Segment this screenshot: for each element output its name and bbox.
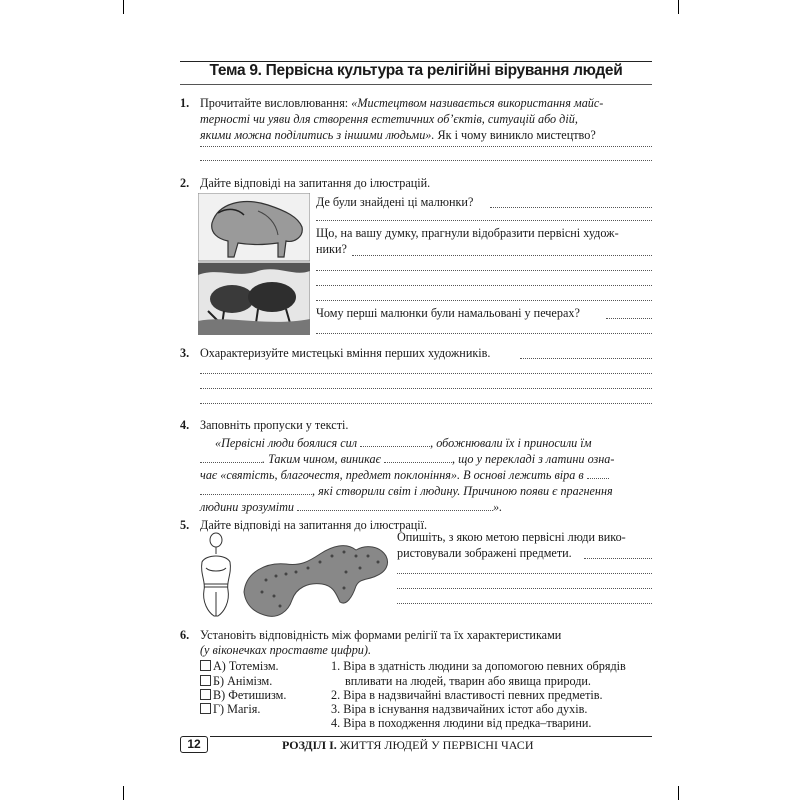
question-number: 3. [180, 346, 190, 360]
religion-form-a [200, 659, 279, 674]
fill-text: чає «святість, благочестя, предмет поклоніння». В основі лежить віра в [200, 468, 584, 482]
question-2b-text: Що, на вашу думку, прагнули відобразити первісні худож- [316, 226, 619, 240]
answer-checkbox[interactable] [200, 660, 211, 671]
religion-form-d [200, 702, 260, 717]
question-number: 1. [180, 96, 190, 110]
crop-mark [678, 786, 679, 800]
answer-checkbox[interactable] [200, 689, 211, 700]
question-1-quote-line [200, 128, 596, 143]
religion-form-b [200, 674, 272, 689]
question-2c-text: Чому перші малюнки були намальовані у печерах? [316, 306, 580, 320]
religion-def-1: 1. Віра в здатність людини за допомогою певних обрядів [331, 659, 626, 673]
answer-checkbox[interactable] [200, 675, 211, 686]
fill-text: ». [493, 500, 503, 514]
religion-def-2: 2. Віра в надзвичайні властивості певних предметів. [331, 688, 603, 702]
answer-line[interactable] [490, 205, 652, 208]
religion-def-1-cont: впливати на людей, тварин або явища природи. [345, 674, 591, 688]
answer-line[interactable] [584, 556, 652, 559]
answer-line[interactable] [397, 571, 652, 574]
footer-section [282, 738, 533, 753]
question-1-lead: Прочитайте висловлювання: [200, 96, 352, 110]
question-1-quote: «Мистецтвом називається використання майс- [351, 96, 604, 110]
answer-line[interactable] [316, 218, 652, 221]
fill-text: , які створили світ і людину. Причиною появи є прагнення [312, 484, 613, 498]
fill-text: , обожнювали їх і приносили їм [430, 436, 592, 450]
crop-mark [123, 786, 124, 800]
answer-line[interactable] [316, 283, 652, 286]
question-6-hint-text: (у віконечках проставте цифри). [200, 643, 371, 657]
cave-painting-illustration [198, 193, 310, 335]
fill-text: людини зрозуміти [200, 500, 298, 514]
religion-form-c [200, 688, 286, 703]
question-1-quote-line [200, 112, 578, 127]
fill-text: «Первісні люди боялися сил [215, 436, 361, 450]
answer-line[interactable] [200, 386, 652, 389]
answer-line[interactable] [200, 158, 652, 161]
question-number: 2. [180, 176, 190, 190]
question-5-prompt: Опишіть, з якою метою первісні люди вико- [397, 530, 626, 544]
fill-text-line [200, 500, 502, 515]
question-6-text: Установіть відповідність між формами релігії та їх характеристиками [200, 628, 562, 642]
question-4-text: Заповніть пропуски у тексті. [200, 418, 349, 432]
question-2a-text: Де були знайдені ці малюнки? [316, 195, 474, 209]
answer-line[interactable] [316, 268, 652, 271]
answer-line[interactable] [200, 144, 652, 147]
question-2b-text-cont: ники? [316, 242, 347, 256]
religion-def-3: 3. Віра в існування надзвичайних істот або духів. [331, 702, 588, 716]
religion-form-label: В) Фетишизм. [213, 688, 287, 702]
religion-form-label: А) Тотемізм. [213, 659, 279, 673]
question-6-hint [200, 643, 371, 658]
answer-line[interactable] [397, 586, 652, 589]
page-title: Тема 9. Первісна культура та релігійні вірування людей [209, 62, 623, 79]
fill-blank[interactable] [200, 485, 312, 495]
footer-section-title: ЖИТТЯ ЛЮДЕЙ У ПЕРВІСНІ ЧАСИ [336, 738, 534, 752]
religion-form-label: Г) Магія. [213, 702, 261, 716]
answer-line[interactable] [316, 331, 652, 334]
religion-form-label: Б) Анімізм. [213, 674, 273, 688]
fill-blank[interactable] [587, 469, 609, 479]
question-number: 5. [180, 518, 190, 532]
fill-text: , що у перекладі з латини озна- [451, 452, 615, 466]
fill-blank[interactable] [360, 437, 430, 447]
crop-mark [123, 0, 124, 14]
crop-mark [678, 0, 679, 14]
footer-rule [210, 736, 652, 737]
question-3-text: Охарактеризуйте мистецькі вміння перших художників. [200, 346, 491, 360]
fill-text-line [215, 436, 591, 451]
answer-line[interactable] [200, 371, 652, 374]
answer-line[interactable] [352, 253, 652, 256]
fill-text-line [200, 452, 614, 467]
page-number: 12 [180, 736, 208, 753]
question-1-text [200, 96, 603, 111]
question-1-quote: терності чи уяви для створення естетичних об’єктів, ситуацій або дій, [200, 112, 578, 126]
answer-line[interactable] [200, 401, 652, 404]
fill-blank[interactable] [200, 453, 262, 463]
fill-text: . Таким чином, виникає [262, 452, 384, 466]
question-1-question: Як і чому виникло мистецтво? [434, 128, 596, 142]
fill-text-line [200, 484, 613, 499]
answer-line[interactable] [397, 601, 652, 604]
footer-section-bold: РОЗДІЛ І. [282, 738, 337, 752]
question-number: 4. [180, 418, 190, 432]
question-5-text: Дайте відповіді на запитання до ілюстрації. [200, 518, 428, 532]
answer-line[interactable] [520, 356, 652, 359]
question-1-quote: якими можна поділитись з іншими людьми». [200, 128, 435, 142]
fill-blank[interactable] [297, 501, 493, 511]
question-5-prompt-cont: ристовували зображені предмети. [397, 546, 572, 560]
answer-line[interactable] [316, 298, 652, 301]
artifacts-illustration [196, 532, 392, 622]
answer-line[interactable] [606, 316, 652, 319]
figurine-icon [196, 532, 392, 622]
question-2-text: Дайте відповіді на запитання до ілюстрацій. [200, 176, 431, 190]
fill-blank[interactable] [384, 453, 452, 463]
answer-checkbox[interactable] [200, 703, 211, 714]
title-rule-bottom [180, 84, 652, 85]
question-number: 6. [180, 628, 190, 642]
fill-text-line [200, 468, 609, 483]
bison-painting-icon [198, 193, 310, 335]
religion-def-4: 4. Віра в походження людини від предка–тварини. [331, 716, 592, 730]
